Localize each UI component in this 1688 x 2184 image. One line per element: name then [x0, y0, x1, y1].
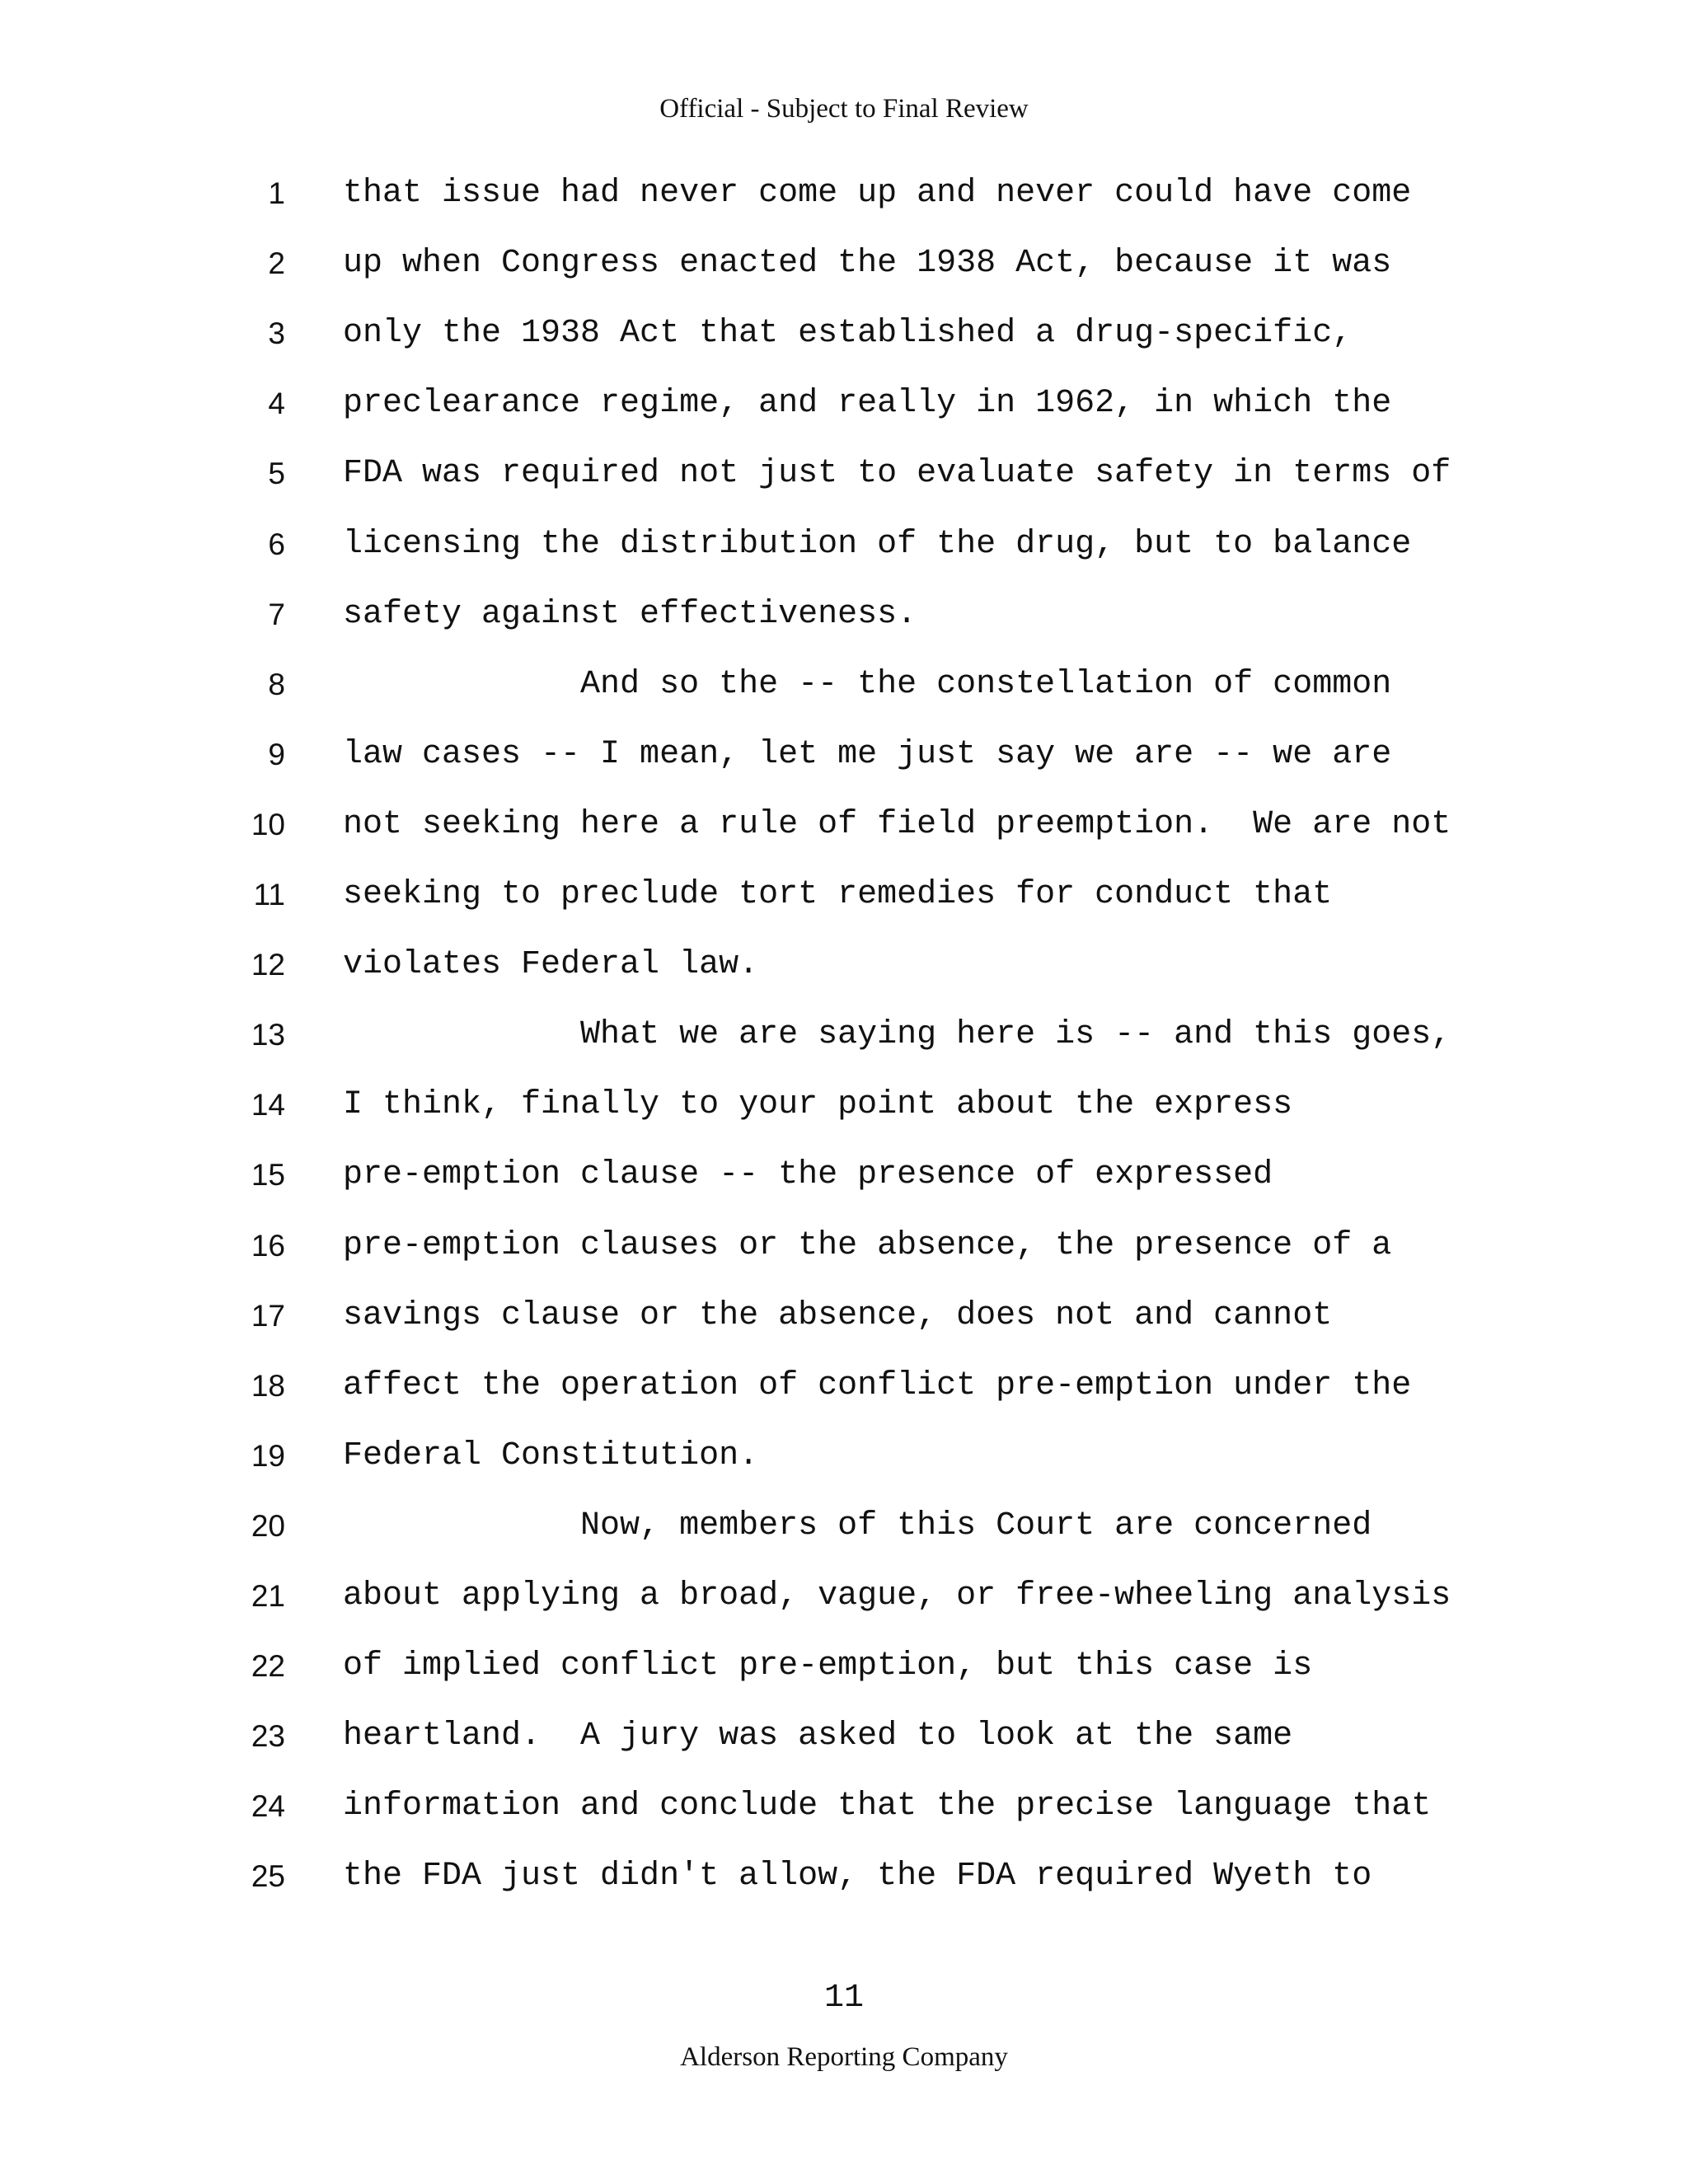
line-number: 3 [268, 316, 285, 350]
page-header: Official - Subject to Final Review [659, 94, 1029, 124]
line-text: violates Federal law. [343, 946, 759, 983]
transcript-line [0, 1646, 1688, 1717]
transcript-line [0, 1015, 1688, 1085]
line-text: preclearance regime, and really in 1962, in which the [343, 385, 1392, 422]
transcript-line [0, 804, 1688, 875]
transcript-line [0, 453, 1688, 524]
page-footer: Alderson Reporting Company [680, 2042, 1008, 2072]
transcript-line [0, 1366, 1688, 1436]
line-number: 16 [251, 1229, 285, 1263]
line-text: up when Congress enacted the 1938 Act, because it was [343, 245, 1392, 282]
line-text: seeking to preclude tort remedies for conduct that [343, 876, 1333, 913]
transcript-line [0, 1856, 1688, 1927]
transcript-line [0, 1436, 1688, 1507]
line-number: 1 [268, 176, 285, 210]
transcript-line [0, 173, 1688, 244]
line-number: 21 [251, 1579, 285, 1613]
transcript-line [0, 383, 1688, 454]
transcript-body [0, 173, 1688, 1945]
transcript-line [0, 1085, 1688, 1155]
line-number: 10 [251, 808, 285, 841]
line-number: 7 [268, 598, 285, 631]
line-number: 22 [251, 1649, 285, 1683]
transcript-line [0, 1506, 1688, 1577]
line-text: Federal Constitution. [343, 1437, 759, 1474]
line-text: pre-emption clauses or the absence, the presence of a [343, 1227, 1392, 1264]
transcript-line [0, 1786, 1688, 1857]
line-text: about applying a broad, vague, or free-wheeling analysis [343, 1577, 1451, 1615]
line-number: 2 [268, 246, 285, 280]
line-number: 5 [268, 457, 285, 490]
transcript-line [0, 664, 1688, 735]
transcript-line [0, 1576, 1688, 1647]
line-number: 11 [253, 878, 285, 912]
line-text: only the 1938 Act that established a drug-specific, [343, 315, 1353, 352]
line-text: heartland. A jury was asked to look at the same [343, 1718, 1293, 1755]
line-text: law cases -- I mean, let me just say we are -- we are [343, 736, 1392, 773]
line-number: 20 [251, 1509, 285, 1543]
line-text: information and conclude that the precise language that [343, 1788, 1432, 1825]
line-text: What we are saying here is -- and this goes, [343, 1016, 1451, 1053]
line-text: And so the -- the constellation of common [343, 666, 1392, 703]
transcript-line [0, 313, 1688, 384]
transcript-line [0, 524, 1688, 595]
transcript-line [0, 944, 1688, 1015]
transcript-line [0, 1155, 1688, 1226]
transcript-line [0, 594, 1688, 665]
line-text: that issue had never come up and never could have come [343, 175, 1412, 212]
line-text: FDA was required not just to evaluate safety in terms of [343, 455, 1451, 492]
line-number: 15 [251, 1158, 285, 1192]
line-text: licensing the distribution of the drug, but to balance [343, 526, 1412, 563]
line-text: Now, members of this Court are concerned [343, 1507, 1372, 1544]
line-number: 19 [251, 1439, 285, 1473]
line-number: 14 [251, 1088, 285, 1122]
transcript-line [0, 1716, 1688, 1787]
line-number: 6 [268, 527, 285, 561]
line-number: 12 [251, 948, 285, 982]
line-number: 23 [251, 1719, 285, 1753]
line-number: 8 [268, 668, 285, 701]
line-number: 17 [251, 1299, 285, 1333]
line-text: affect the operation of conflict pre-emption under the [343, 1367, 1412, 1404]
transcript-line [0, 243, 1688, 314]
line-number: 13 [251, 1018, 285, 1052]
transcript-line [0, 734, 1688, 805]
line-number: 25 [251, 1859, 285, 1893]
line-text: safety against effectiveness. [343, 596, 917, 633]
line-number: 9 [268, 738, 285, 771]
line-number: 24 [251, 1789, 285, 1823]
line-text: savings clause or the absence, does not and cannot [343, 1297, 1333, 1334]
line-text: the FDA just didn't allow, the FDA required Wyeth to [343, 1858, 1372, 1895]
line-number: 18 [251, 1369, 285, 1403]
line-text: I think, finally to your point about the express [343, 1086, 1293, 1123]
line-number: 4 [268, 387, 285, 420]
page-number: 11 [823, 1980, 864, 2017]
transcript-line [0, 1226, 1688, 1296]
line-text: pre-emption clause -- the presence of expressed [343, 1156, 1273, 1193]
line-text: not seeking here a rule of field preemption. We are not [343, 806, 1451, 843]
transcript-line [0, 874, 1688, 945]
transcript-line [0, 1296, 1688, 1366]
line-text: of implied conflict pre-emption, but this case is [343, 1647, 1313, 1685]
